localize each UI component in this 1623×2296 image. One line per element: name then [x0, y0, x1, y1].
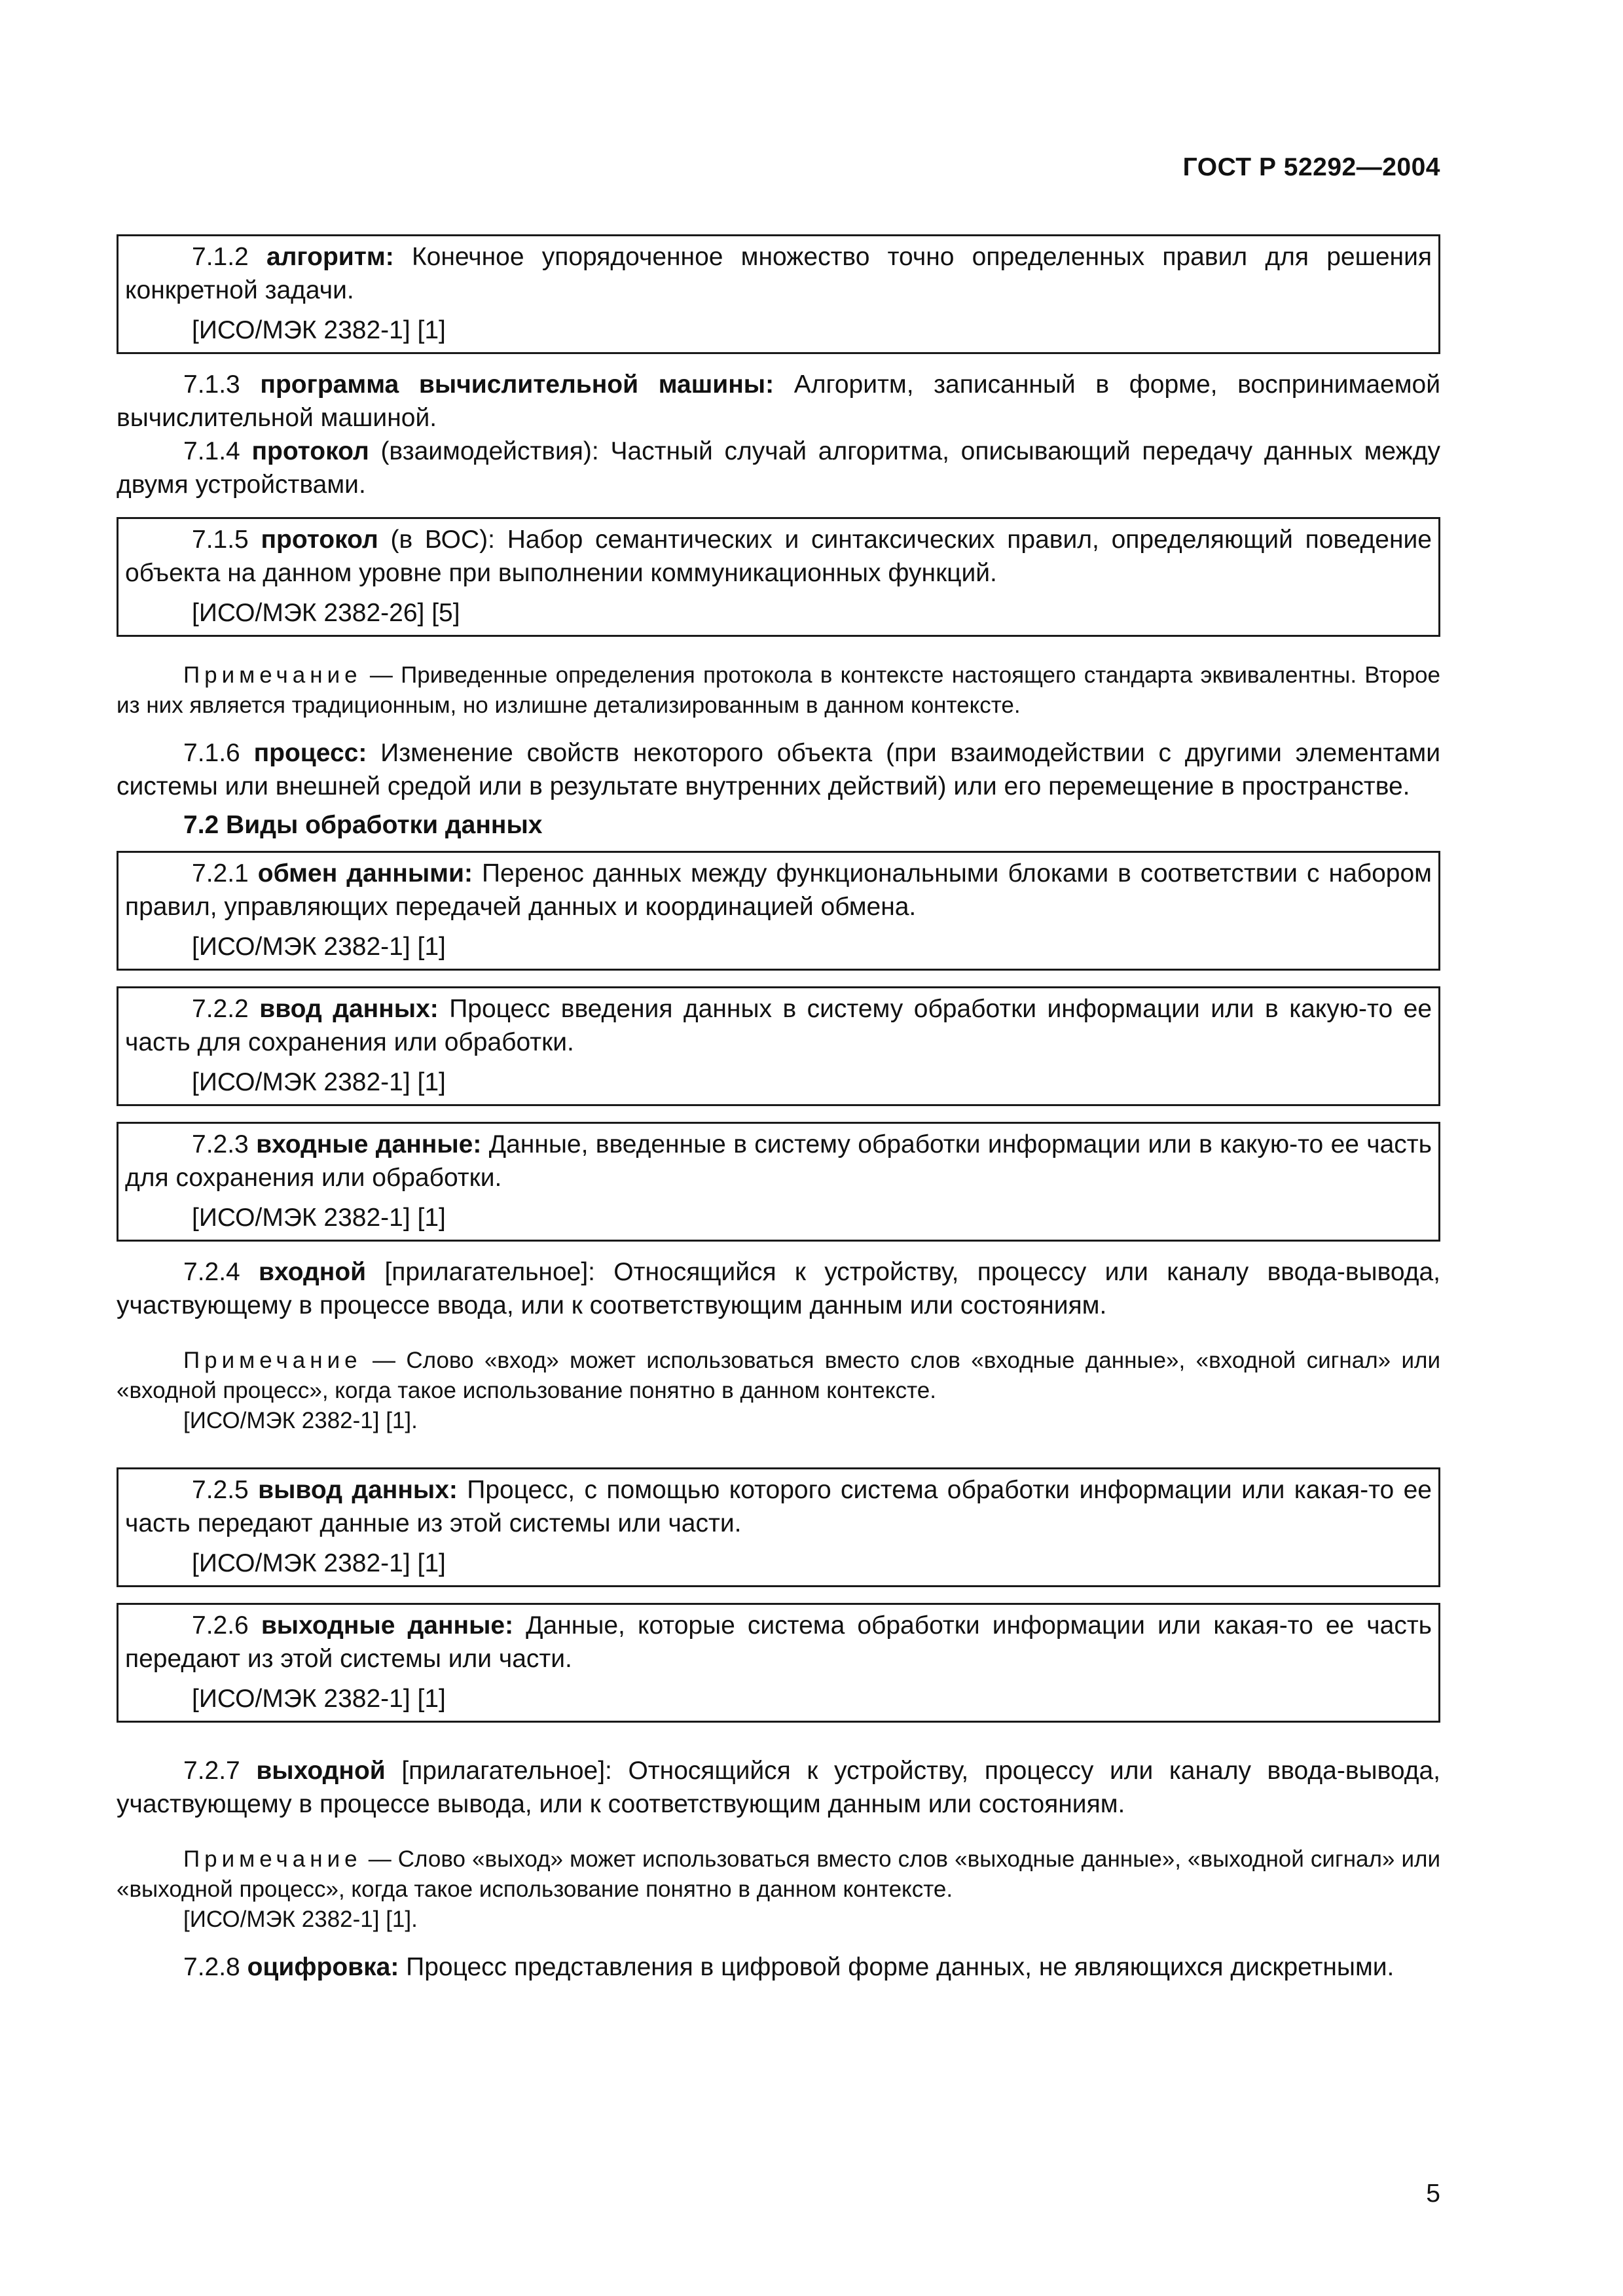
term-definition: [прилагательное]: Относящийся к устройству, процессу или каналу ввода-вывода, участвующему в процессе вывода, или к соответствующим данным или состояниям.: [117, 1757, 1440, 1818]
term-name: выходные данные:: [261, 1611, 514, 1640]
term-name: входной: [259, 1258, 367, 1286]
term-entry-7-2-8: [117, 1950, 1440, 1984]
note-label: Примечание: [183, 662, 362, 688]
term-definition: Данные, введенные в систему обработки информации или в какую-то ее часть для сохранения или обработки.: [125, 1130, 1432, 1192]
term-entry-7-1-6: [117, 736, 1440, 803]
document-code-header: ГОСТ Р 52292—2004: [1182, 153, 1440, 181]
note-block-3: [117, 1844, 1440, 1935]
term-reference: [ИСО/МЭК 2382-1] [1]: [192, 1549, 446, 1577]
entry-number: 7.2.2: [192, 995, 249, 1023]
term-box-7-2-5: [117, 1467, 1440, 1587]
term-box-7-2-2: [117, 986, 1440, 1106]
note-text: [117, 1346, 1440, 1406]
term-name: входные данные:: [256, 1130, 482, 1158]
note-block-1: [117, 660, 1440, 721]
note-label: Примечание: [183, 1846, 362, 1872]
term-name: вывод данных:: [258, 1476, 458, 1504]
term-name: процесс:: [253, 739, 367, 767]
page-number: 5: [1426, 2179, 1440, 2208]
entry-number: 7.2.3: [192, 1130, 249, 1158]
entry-number: 7.2.4: [183, 1258, 240, 1286]
term-entry: [125, 992, 1432, 1059]
term-definition: (взаимодействия): Частный случай алгоритма, описывающий передачу данных между двумя устройствами.: [117, 437, 1440, 499]
entry-number: 7.2.8: [183, 1953, 240, 1981]
note-label: Примечание: [183, 1348, 362, 1373]
term-box-7-1-2: [117, 234, 1440, 354]
term-name: ввод данных:: [259, 995, 439, 1023]
term-name: обмен данными:: [257, 859, 473, 888]
document-body: [117, 234, 1440, 1984]
note-text: [117, 660, 1440, 721]
note-body: — Слово «вход» может использоваться вместо слов «входные данные», «входной сигнал» или «входной процесс», когда такое использование понятно в данном контексте.: [117, 1348, 1441, 1403]
term-entry-7-2-7: [117, 1754, 1440, 1821]
entry-number: 7.2.1: [192, 859, 249, 888]
entry-number: 7.1.4: [183, 437, 240, 465]
term-definition: Алгоритм, записанный в форме, воспринимаемой вычислительной машиной.: [117, 370, 1440, 432]
entry-number: 7.2.6: [192, 1611, 249, 1640]
entry-number: 7.1.6: [183, 739, 240, 767]
term-reference: [ИСО/МЭК 2382-1] [1]: [192, 316, 446, 344]
term-entry: [125, 857, 1432, 924]
term-reference: [ИСО/МЭК 2382-1] [1]: [192, 1204, 446, 1232]
term-entry: [125, 1609, 1432, 1676]
term-name: протокол: [261, 526, 378, 554]
note-reference: [ИСО/МЭК 2382-1] [1].: [183, 1907, 418, 1932]
term-definition: Процесс введения данных в систему обработки информации или в какую-то ее часть для сохранения или обработки.: [125, 995, 1432, 1056]
term-definition: Данные, которые система обработки информации или какая-то ее часть передают из этой системы или части.: [125, 1611, 1432, 1673]
term-box-7-1-5: [117, 517, 1440, 637]
term-name: программа вычислительной машины:: [260, 370, 775, 399]
term-definition: Процесс, с помощью которого система обработки информации или какая-то ее часть передают данные из этой системы или части.: [125, 1476, 1432, 1537]
term-definition: Перенос данных между функциональными блоками в соответствии с набором правил, управляющих передачей данных и координацией обмена.: [125, 859, 1432, 921]
term-definition: Изменение свойств некоторого объекта (при взаимодействии с другими элементами системы или внешней средой или в результате внутренних действий) или его перемещение в пространстве.: [117, 739, 1440, 800]
term-entry-7-1-3: [117, 368, 1440, 435]
note-block-2: [117, 1346, 1440, 1436]
term-reference: [ИСО/МЭК 2382-26] [5]: [192, 599, 460, 627]
term-definition: Конечное упорядоченное множество точно определенных правил для решения конкретной задачи.: [125, 243, 1432, 304]
term-definition: [прилагательное]: Относящийся к устройству, процессу или каналу ввода-вывода, участвующему в процессе ввода, или к соответствующим данным или состояниям.: [117, 1258, 1440, 1319]
term-entry: [125, 523, 1432, 590]
term-definition: Процесс представления в цифровой форме данных, не являющихся дискретными.: [406, 1953, 1395, 1981]
term-name: выходной: [256, 1757, 386, 1785]
note-body: — Слово «выход» может использоваться вместо слов «выходные данные», «выходной сигнал» или «выходной процесс», когда такое использование понятно в данном контексте.: [117, 1846, 1440, 1902]
entry-number: 7.1.5: [192, 526, 249, 554]
term-box-7-2-6: [117, 1603, 1440, 1723]
entry-number: 7.1.3: [183, 370, 240, 399]
entry-number: 7.2.7: [183, 1757, 240, 1785]
term-reference: [ИСО/МЭК 2382-1] [1]: [192, 933, 446, 961]
term-entry-7-1-4: [117, 435, 1440, 501]
section-heading-7-2: 7.2 Виды обработки данных: [183, 811, 543, 839]
entry-number: 7.2.5: [192, 1476, 249, 1504]
term-reference: [ИСО/МЭК 2382-1] [1]: [192, 1068, 446, 1096]
term-entry: [125, 1473, 1432, 1540]
term-name: алгоритм:: [266, 243, 394, 271]
term-reference: [ИСО/МЭК 2382-1] [1]: [192, 1685, 446, 1713]
note-reference: [ИСО/МЭК 2382-1] [1].: [183, 1408, 418, 1433]
term-entry: [125, 240, 1432, 307]
term-entry-7-2-4: [117, 1255, 1440, 1322]
term-box-7-2-3: [117, 1122, 1440, 1242]
term-definition: (в ВОС): Набор семантических и синтаксических правил, определяющий поведение объекта на данном уровне при выполнении коммуникационных функций.: [125, 526, 1432, 587]
term-entry: [125, 1128, 1432, 1194]
term-box-7-2-1: [117, 851, 1440, 971]
note-body: — Приведенные определения протокола в контексте настоящего стандарта эквивалентны. Второе из них является традиционным, но излишне детализированным в данном контексте.: [117, 662, 1440, 718]
term-name: протокол: [251, 437, 369, 465]
note-text: [117, 1844, 1440, 1905]
term-name: оцифровка:: [247, 1953, 399, 1981]
entry-number: 7.1.2: [192, 243, 249, 271]
